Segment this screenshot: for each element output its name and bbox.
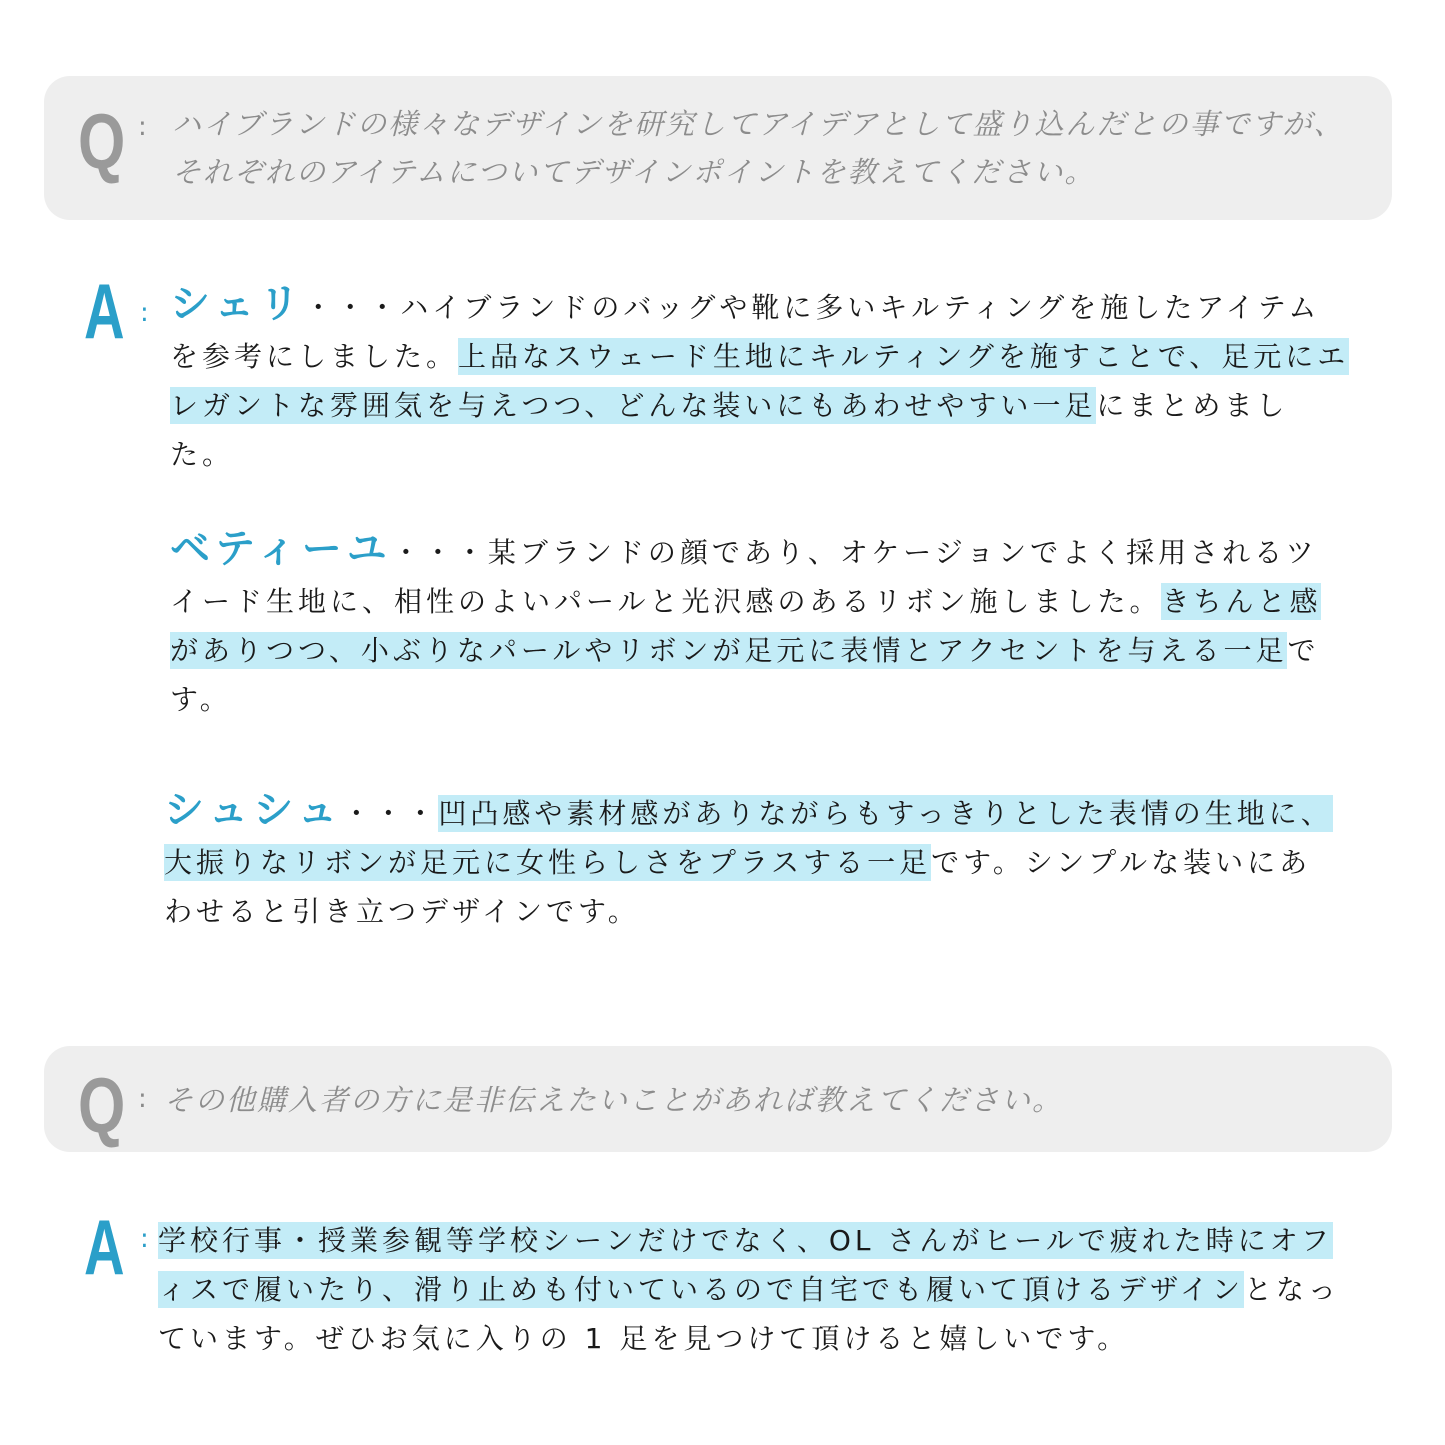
- item-name: シュシュ: [164, 787, 343, 833]
- item-text-after: です。: [170, 634, 1320, 716]
- question-colon: :: [138, 1084, 147, 1114]
- answer-text-after: となっています。ぜひお気に入りの 1 足を見つけて頂けると嬉しいです。: [158, 1273, 1341, 1355]
- question-mark-q: Q: [78, 1061, 126, 1149]
- item-text: ハイブランドのバッグや靴に多いキルティングを施したアイテムを参考にしました。: [170, 291, 1321, 373]
- item-dots: ・・・: [342, 797, 439, 830]
- answer-colon: :: [140, 298, 149, 328]
- item-text-after: にまとめました。: [170, 389, 1289, 471]
- item-highlight: 上品なスウェード生地にキルティングを施すことで、足元にエレガントな雰囲気を与えつつ、どんな装いにもあわせやすい一足: [170, 340, 1350, 422]
- answer-item-bettyu: [170, 525, 1330, 724]
- answer-item-chouchou: [164, 786, 1334, 936]
- answer-mark-a: A: [84, 1203, 125, 1291]
- item-highlight: きちんと感がありつつ、小ぶりなパールやリボンが足元に表情とアクセントを与える一足: [170, 585, 1322, 667]
- answer-colon: :: [140, 1224, 149, 1254]
- item-highlight: 凹凸感や素材感がありながらもすっきりとした表情の生地に、大振りなリボンが足元に女性らしさをプラスする一足: [164, 797, 1333, 879]
- answer-item-sheri: [170, 280, 1350, 479]
- question-text: その他購入者の方に是非伝えたいことがあれば教えてください。: [164, 1083, 1064, 1117]
- answer-highlight: 学校行事・授業参観等学校シーンだけでなく、OL さんがヒールで疲れた時にオフィスで履いたり、滑り止めも付いているので自宅でも履いて頂けるデザイン: [158, 1224, 1333, 1306]
- item-dots: ・・・: [304, 291, 401, 324]
- item-text: 某ブランドの顔であり、オケージョンでよく採用されるツイード生地に、相性のよいパールと光沢感のあるリボン施しました。: [170, 536, 1318, 618]
- question-box-1: [44, 76, 1392, 220]
- answer-text-2: [158, 1216, 1358, 1363]
- question-colon: :: [138, 112, 147, 142]
- question-mark-q: Q: [78, 97, 126, 185]
- answer-mark-a: A: [84, 267, 125, 355]
- item-name: シェリ: [170, 281, 305, 327]
- item-text-after: です。シンプルな装いにあわせると引き立つデザインです。: [164, 846, 1312, 928]
- question-box-2: [44, 1046, 1392, 1152]
- item-name: ベティーユ: [170, 526, 392, 572]
- question-text: ハイブランドの様々なデザインを研究してアイデアとして盛り込んだとの事ですが、それぞれのアイテムについてデザインポイントを教えてください。: [172, 107, 1345, 189]
- item-dots: ・・・: [391, 536, 488, 569]
